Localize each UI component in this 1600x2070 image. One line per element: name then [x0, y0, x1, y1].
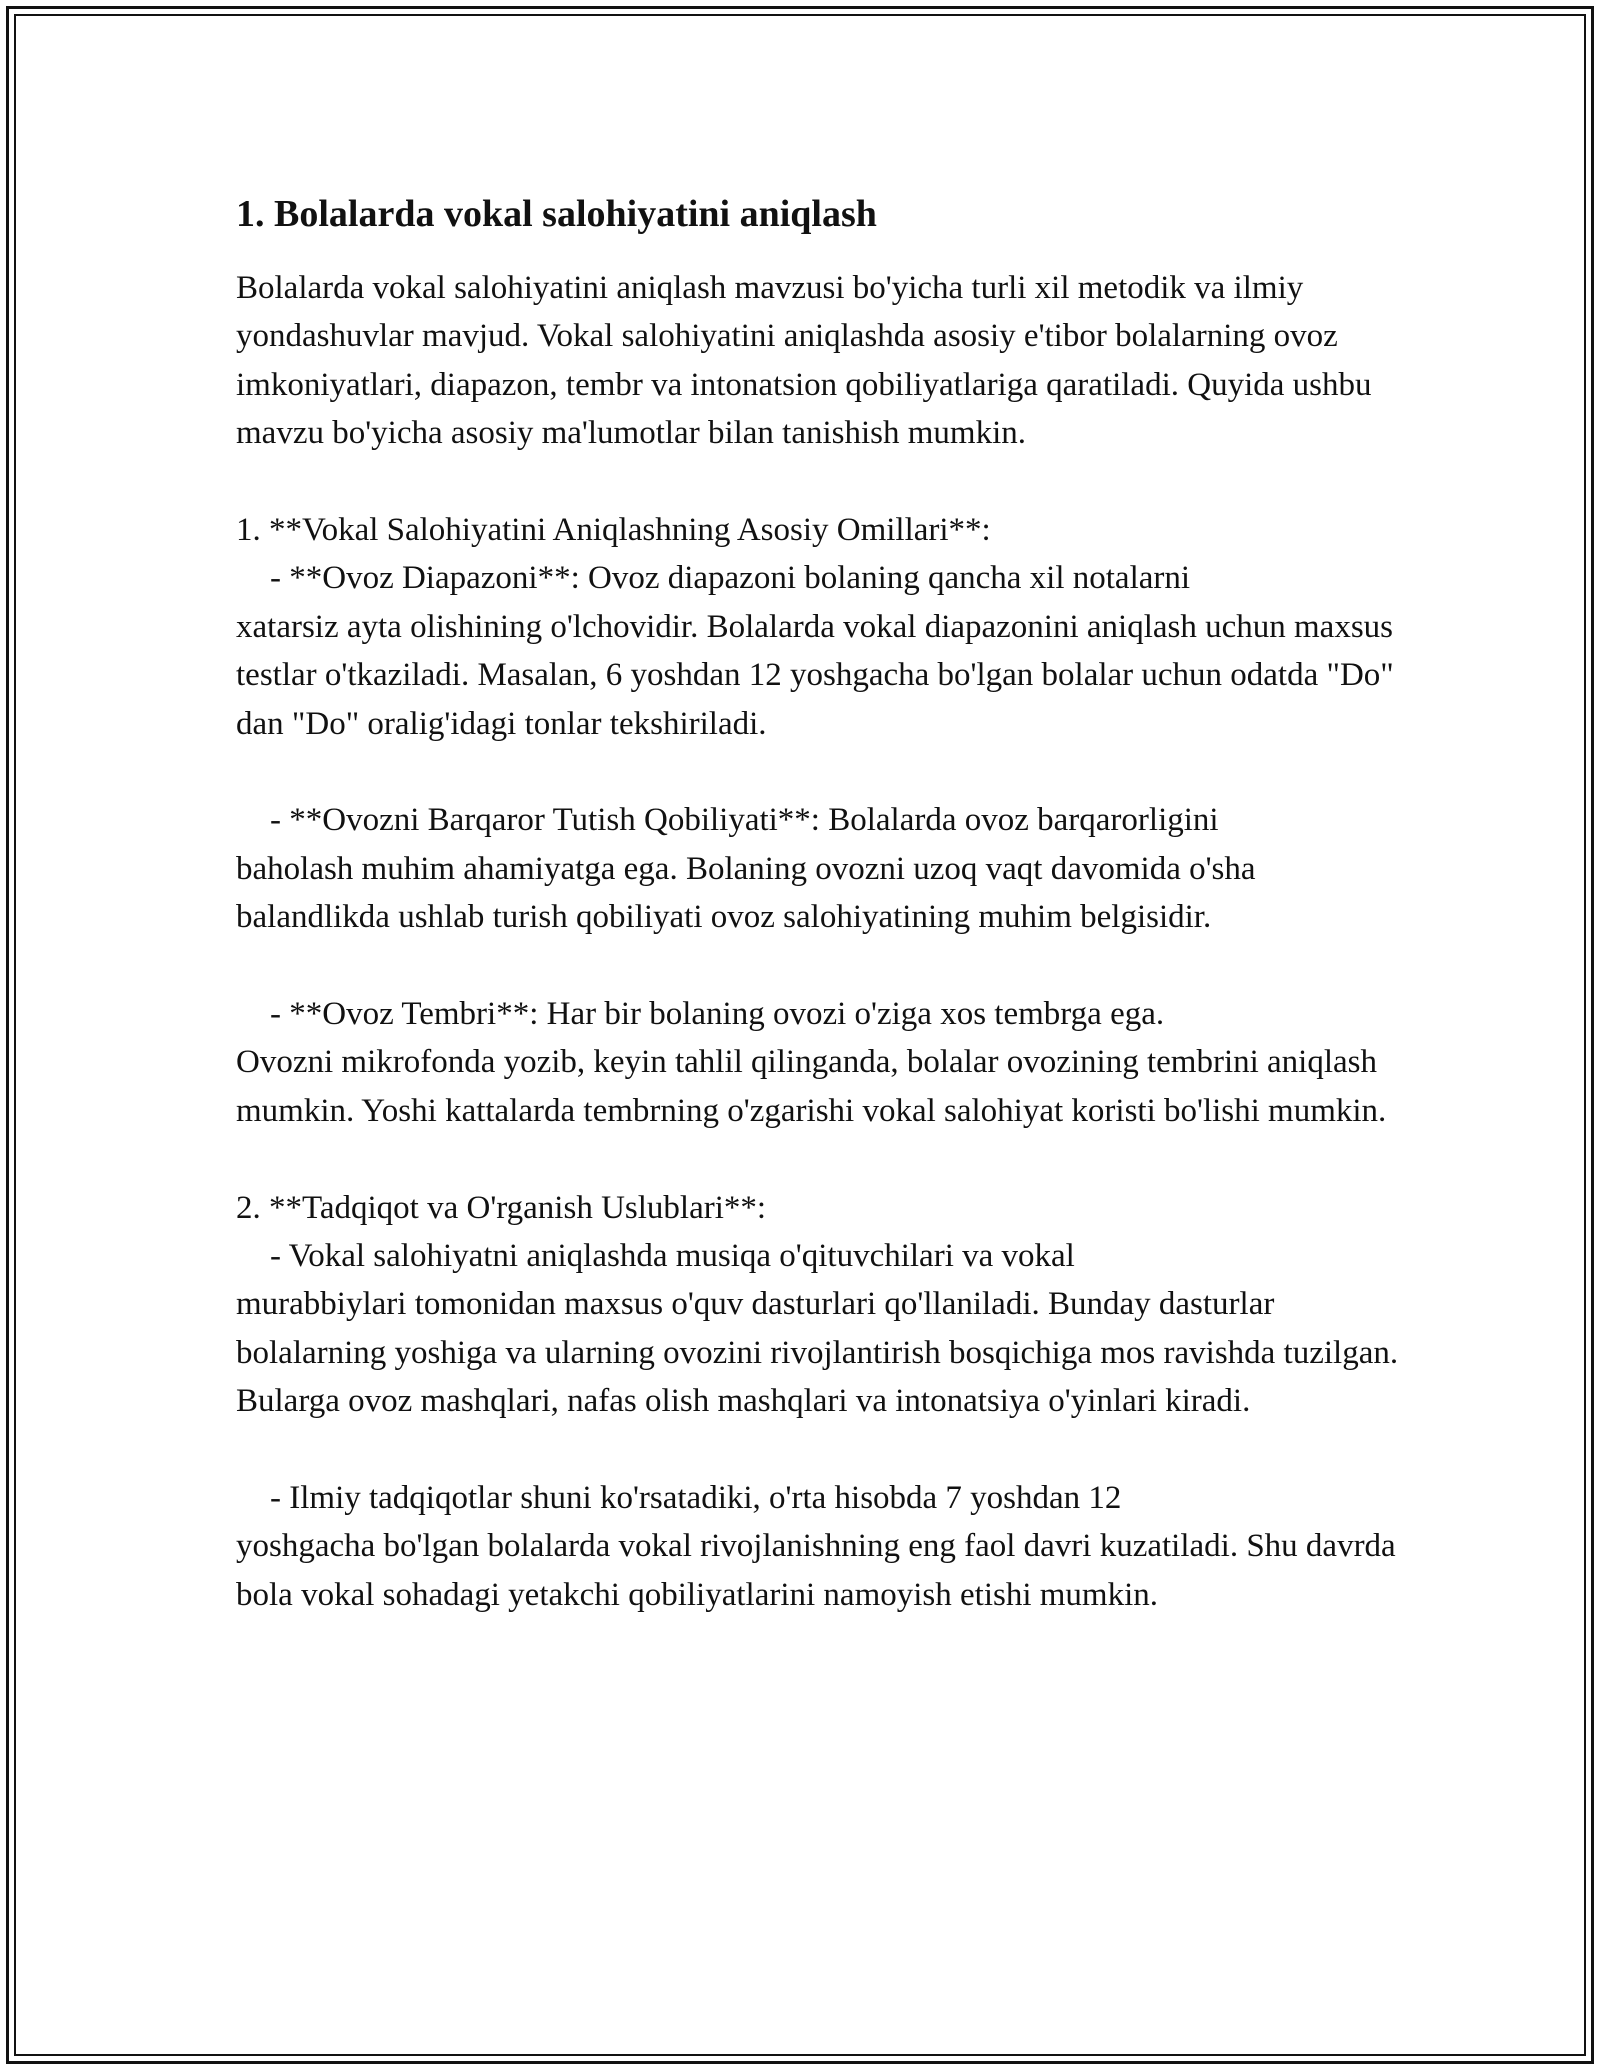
blank-line: [236, 1135, 1406, 1183]
section-1-item-1: [236, 554, 1406, 748]
section-2-item-2: [236, 1474, 1406, 1619]
intro-paragraph: Bolalarda vokal salohiyatini aniqlash mavzusi bo'yicha turli xil metodik va ilmiy yondashuvlar mavjud. Vokal salohiyatini aniqlashda asosiy e'tibor bolalarning ovoz imkoniyatlari, diapazon, tembr va intonatsion qobiliyatlariga qaratiladi. Quyida ushbu mavzu bo'yicha asosiy ma'lumotlar bilan tanishish mumkin.: [236, 270, 1372, 452]
blank-line: [236, 458, 1406, 506]
blank-line: [236, 942, 1406, 990]
section-1-item-3: [236, 990, 1406, 1135]
section-2-item-2-lead: - Ilmiy tadqiqotlar shuni ko'rsatadiki, o'rta hisobda 7 yoshdan 12: [270, 1480, 1122, 1517]
blank-line: [236, 748, 1406, 796]
section-2-item-1-lead: - Vokal salohiyatni aniqlashda musiqa o'qituvchilari va vokal: [270, 1238, 1075, 1275]
section-1-item-3-text: Ovozni mikrofonda yozib, keyin tahlil qilinganda, bolalar ovozining tembrini aniqlash mumkin. Yoshi kattalarda tembrning o'zgarishi vokal salohiyat koristi bo'lishi mumkin.: [236, 1044, 1387, 1129]
section-2-item-2-text: yoshgacha bo'lgan bolalarda vokal rivojlanishning eng faol davri kuzatiladi. Shu davrda bola vokal sohadagi yetakchi qobiliyatlarini namoyish etishi mumkin.: [236, 1528, 1396, 1613]
section-1-item-1-text: xatarsiz ayta olishining o'lchovidir. Bolalarda vokal diapazonini aniqlash uchun maxsus testlar o'tkaziladi. Masalan, 6 yoshdan 12 yoshgacha bo'lgan bolalar uchun odatda "Do" dan "Do" oralig'idagi tonlar tekshiriladi.: [236, 608, 1394, 742]
section-2-title: 2. **Tadqiqot va O'rganish Uslublari**:: [236, 1189, 767, 1226]
section-1-item-3-lead: - **Ovoz Tembri**: Har bir bolaning ovozi o'ziga xos tembrga ega.: [270, 996, 1165, 1033]
document-heading: 1. Bolalarda vokal salohiyatini aniqlash: [236, 193, 877, 235]
section-2: [236, 1184, 1406, 1620]
section-2-item-1-text: murabbiylari tomonidan maxsus o'quv dasturlari qo'llaniladi. Bunday dasturlar bolalarning yoshiga va ularning ovozini rivojlantirish bosqichiga mos ravishda tuzilgan. Bularga ovoz mashqlari, nafas olish mashqlari va intonatsiya o'yinlari kiradi.: [236, 1286, 1399, 1420]
document-body: [236, 180, 1406, 1619]
section-1: [236, 506, 1406, 1135]
section-2-item-1: [236, 1232, 1406, 1426]
section-1-item-2: [236, 796, 1406, 941]
blank-line: [236, 1426, 1406, 1474]
section-1-item-2-lead: - **Ovozni Barqaror Tutish Qobiliyati**: Bolalarda ovoz barqarorligini: [270, 802, 1219, 839]
section-1-item-1-lead: - **Ovoz Diapazoni**: Ovoz diapazoni bolaning qancha xil notalarni: [270, 560, 1191, 597]
section-1-title: 1. **Vokal Salohiyatini Aniqlashning Asosiy Omillari**:: [236, 512, 991, 549]
section-1-item-2-text: baholash muhim ahamiyatga ega. Bolaning ovozni uzoq vaqt davomida o'sha balandlikda ushlab turish qobiliyati ovoz salohiyatining muhim belgisidir.: [236, 850, 1256, 936]
